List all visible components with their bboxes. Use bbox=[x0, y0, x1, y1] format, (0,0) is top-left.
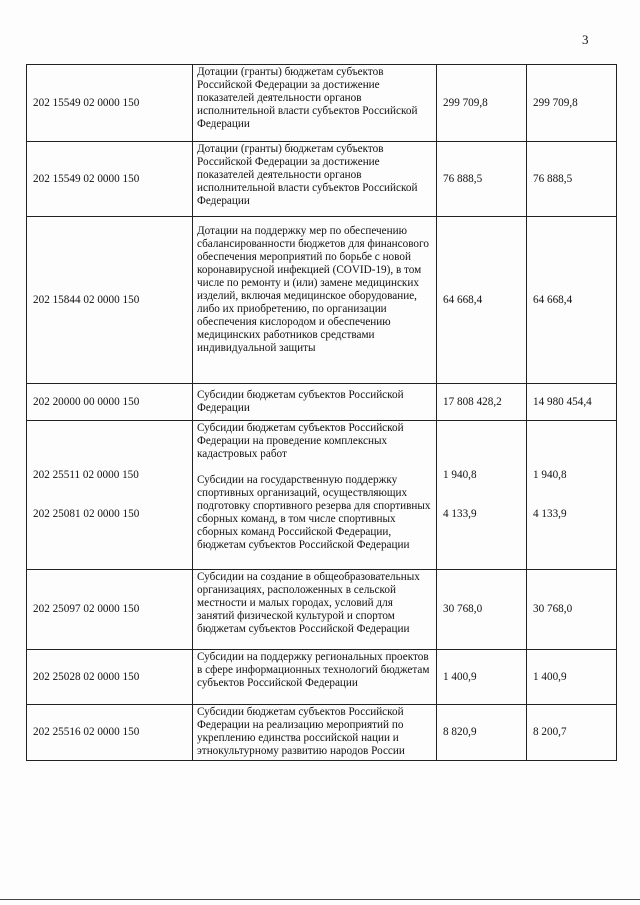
budget-code: 202 25081 02 0000 150 bbox=[33, 508, 140, 520]
income-description: Субсидии бюджетам субъектов Российской Федерации bbox=[193, 384, 437, 421]
budget-code: 202 25028 02 0000 150 bbox=[27, 650, 193, 705]
amount-col3: 8 820,9 bbox=[437, 705, 527, 761]
amount-col3: 1 940,8 bbox=[443, 469, 477, 481]
budget-code: 202 15844 02 0000 150 bbox=[27, 217, 193, 384]
amount-col3: 30 768,0 bbox=[437, 570, 527, 650]
table-row bbox=[27, 421, 617, 570]
amount-col3: 1 400,9 bbox=[437, 650, 527, 705]
table-row bbox=[27, 570, 617, 650]
amount-col4: 299 709,8 bbox=[527, 65, 617, 142]
income-description: Субсидии на поддержку региональных проектов в сфере информационных технологий бюджетам субъектов Российской Федерации bbox=[193, 650, 437, 705]
amount-col4: 30 768,0 bbox=[527, 570, 617, 650]
income-description: Дотации (гранты) бюджетам субъектов Российской Федерации за достижение показателей деятельности органов исполнительной власти субъектов Российской Федерации bbox=[193, 65, 437, 142]
amount-col3: 299 709,8 bbox=[437, 65, 527, 142]
budget-table bbox=[26, 64, 617, 761]
income-description: Субсидии на создание в общеобразовательных организациях, расположенных в сельской местности и малых городах, условий для занятий физической культурой и спортом бюджетам субъектов Российской Федерации bbox=[193, 570, 437, 650]
income-description: Субсидии бюджетам субъектов Российской Федерации на проведение комплексных кадастровых работ bbox=[197, 422, 404, 460]
table-row bbox=[27, 142, 617, 217]
income-description: Субсидии бюджетам субъектов Российской Федерации на реализацию мероприятий по укреплению единства российской нации и этнокультурному развитию народов России bbox=[193, 705, 437, 761]
amount-col4: 4 133,9 bbox=[533, 508, 567, 520]
budget-code: 202 25511 02 0000 150 bbox=[33, 469, 139, 481]
amount-col3: 4 133,9 bbox=[443, 508, 477, 520]
page-number: 3 bbox=[582, 32, 589, 47]
income-description: Дотации (гранты) бюджетам субъектов Российской Федерации за достижение показателей деятельности органов исполнительной власти субъектов Российской Федерации bbox=[193, 142, 437, 217]
table-row bbox=[27, 65, 617, 142]
table-row bbox=[27, 650, 617, 705]
budget-code: 202 20000 00 0000 150 bbox=[27, 384, 193, 421]
budget-code: 202 15549 02 0000 150 bbox=[27, 65, 193, 142]
budget-code: 202 15549 02 0000 150 bbox=[27, 142, 193, 217]
amount-col3: 76 888,5 bbox=[437, 142, 527, 217]
amount-col4: 1 940,8 bbox=[533, 469, 567, 481]
budget-code: 202 25516 02 0000 150 bbox=[27, 705, 193, 761]
income-description: Дотации на поддержку мер по обеспечению сбалансированности бюджетов для финансового обеспечения мероприятий по борьбе с новой коронавирусной инфекцией (COVID-19), в том числе по ремонту и (или) замене медицинских изделий, включая медицинское оборудование, либо их приобретению, по организации обеспечения кислородом и обеспечению медицинских работников средствами индивидуальной защиты bbox=[193, 217, 437, 384]
amount-col4: 76 888,5 bbox=[527, 142, 617, 217]
amount-col4: 64 668,4 bbox=[527, 217, 617, 384]
amount-col3: 17 808 428,2 bbox=[437, 384, 527, 421]
income-description: Субсидии на государственную поддержку спортивных организаций, осуществляющих подготовку спортивного резерва для спортивных сборных команд, в том числе спортивных сборных команд Российской Федерации, бюджетам субъектов Российской Федерации bbox=[197, 474, 431, 551]
page-bottom-edge bbox=[0, 899, 640, 900]
amount-col4: 14 980 454,4 bbox=[527, 384, 617, 421]
table-row bbox=[27, 705, 617, 761]
amount-col4: 1 400,9 bbox=[527, 650, 617, 705]
table-row bbox=[27, 217, 617, 384]
amount-col3: 64 668,4 bbox=[437, 217, 527, 384]
table-row bbox=[27, 384, 617, 421]
amount-col4: 8 200,7 bbox=[527, 705, 617, 761]
budget-code: 202 25097 02 0000 150 bbox=[27, 570, 193, 650]
